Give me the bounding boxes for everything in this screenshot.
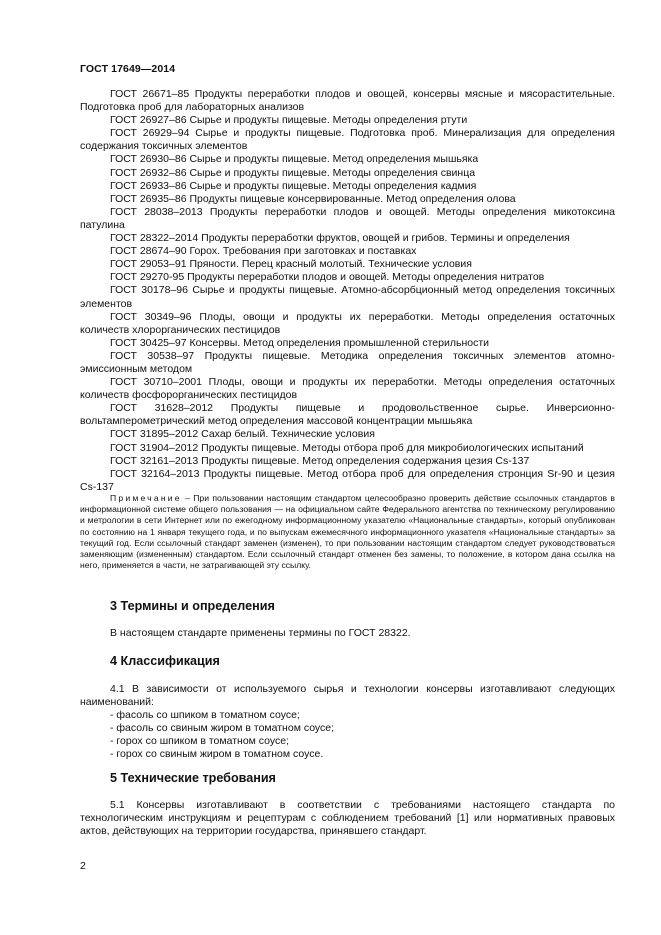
reference-item: ГОСТ 28038–2013 Продукты переработки плодов и овощей. Методы определения микотоксина патулина — [80, 205, 615, 231]
reference-item: ГОСТ 30178–96 Сырье и продукты пищевые. Атомно-абсорбционный метод определения токсичных элементов — [80, 284, 615, 310]
section-4-text: 4.1 В зависимости от используемого сырья и технологии консервы изготавливают следующих наименований: — [80, 683, 615, 709]
reference-item: ГОСТ 30349–96 Плоды, овощи и продукты их переработки. Методы определения остаточных количеств хлорорганических пестицидов — [80, 310, 615, 336]
reference-item: ГОСТ 30710–2001 Плоды, овощи и продукты их переработки. Методы определения остаточных количеств фосфорорганических пестицидов — [80, 376, 615, 402]
reference-item: ГОСТ 29053–91 Пряности. Перец красный молотый. Технические условия — [110, 258, 472, 271]
reference-item: ГОСТ 26929–94 Сырье и продукты пищевые. Подготовка проб. Минерализация для определения содержания токсичных элементов — [80, 127, 615, 153]
list-item: - фасоль со шпиком в томатном соусе; — [110, 709, 300, 721]
reference-item: ГОСТ 30538–97 Продукты пищевые. Методика определения токсичных элементов атомно-эмиссионным методом — [80, 349, 615, 375]
reference-item: ГОСТ 26932–86 Сырье и продукты пищевые. Методы определения свинца — [110, 166, 476, 179]
reference-item: ГОСТ 31895–2012 Сахар белый. Технические условия — [110, 428, 375, 441]
reference-item: ГОСТ 28322–2014 Продукты переработки фруктов, овощей и грибов. Термины и определения — [110, 232, 570, 245]
section-4-heading: 4 Классификация — [110, 654, 220, 668]
reference-item: ГОСТ 26933–86 Сырье и продукты пищевые. Методы определения кадмия — [110, 179, 477, 192]
section-5-text: 5.1 Консервы изготавливают в соответствии с требованиями настоящего стандарта по технологическим инструкциям и рецептурам с соблюдением требований [1] или нормативных правовых актов, действующих на территории государства, принявшего стандарт. — [80, 799, 615, 838]
note-label: Примечание — [110, 493, 182, 503]
normative-references-list — [80, 88, 615, 494]
page-header-title: ГОСТ 17649—2014 — [80, 63, 176, 75]
list-item: - горох со свиным жиром в томатном соусе. — [110, 748, 324, 761]
reference-item: ГОСТ 26930–86 Сырье и продукты пищевые. Метод определения мышьяка — [110, 153, 479, 166]
reference-item: ГОСТ 32164–2013 Продукты пищевые. Метод отбора проб для определения стронция Sr-90 и цезия Cs-137 — [80, 467, 615, 493]
reference-item: ГОСТ 26671–85 Продукты переработки плодов и овощей, консервы мясные и мясорастительные. Подготовка проб для лабораторных анализов — [80, 88, 615, 114]
reference-item: ГОСТ 30425–97 Консервы. Метод определения промышленной стерильности — [110, 336, 490, 349]
section-3-text: В настоящем стандарте применены термины по ГОСТ 28322. — [110, 627, 411, 639]
section-3-heading: 3 Термины и определения — [110, 599, 275, 613]
reference-item: ГОСТ 29270-95 Продукты переработки плодов и овощей. Методы определения нитратов — [110, 271, 545, 284]
list-item: - фасоль со свиным жиром в томатном соусе; — [110, 722, 335, 735]
reference-item: ГОСТ 26935–86 Продукты пищевые консервированные. Метод определения олова — [110, 192, 516, 205]
reference-item: ГОСТ 26927–86 Сырье и продукты пищевые. Методы определения ртути — [110, 114, 468, 127]
classification-list — [110, 709, 334, 761]
list-item: - горох со шпиком в томатном соусе; — [110, 735, 290, 748]
section-5-heading: 5 Технические требования — [110, 771, 276, 785]
reference-item: ГОСТ 32161–2013 Продукты пищевые. Метод определения содержания цезия Cs-137 — [110, 454, 530, 467]
note-text: – При пользовании настоящим стандартом целесообразно проверить действие ссылочных стандартов в информационной системе общего пользования — на официальном сайте Федерального агентства по техническому регулированию и метрологии в сети Интернет или по ежегодному информационному указателю «Национальные стандарты», который опубликован по состоянию на 1 января текущего года, и по выпускам ежемесячного информационного указателя «Национальные стандарты» за текущий год. Если ссылочный стандарт заменен (изменен), то при пользовании настоящим стандартом следует руководствоваться заменяющим (измененным) стандартом. Если ссылочный стандарт отменен без замены, то положение, в котором дана ссылка на него, применяется в части, не затрагивающей эту ссылку. — [80, 493, 615, 571]
note-paragraph — [80, 493, 615, 571]
reference-item: ГОСТ 31904–2012 Продукты пищевые. Методы отбора проб для микробиологических испытаний — [110, 441, 584, 454]
page-number: 2 — [80, 860, 86, 872]
reference-item: ГОСТ 31628–2012 Продукты пищевые и продовольственное сырье. Инверсионно-вольтамперометрический метод определения массовой концентрации мышьяка — [80, 402, 615, 428]
reference-item: ГОСТ 28674–90 Горох. Требования при заготовках и поставках — [110, 245, 417, 258]
